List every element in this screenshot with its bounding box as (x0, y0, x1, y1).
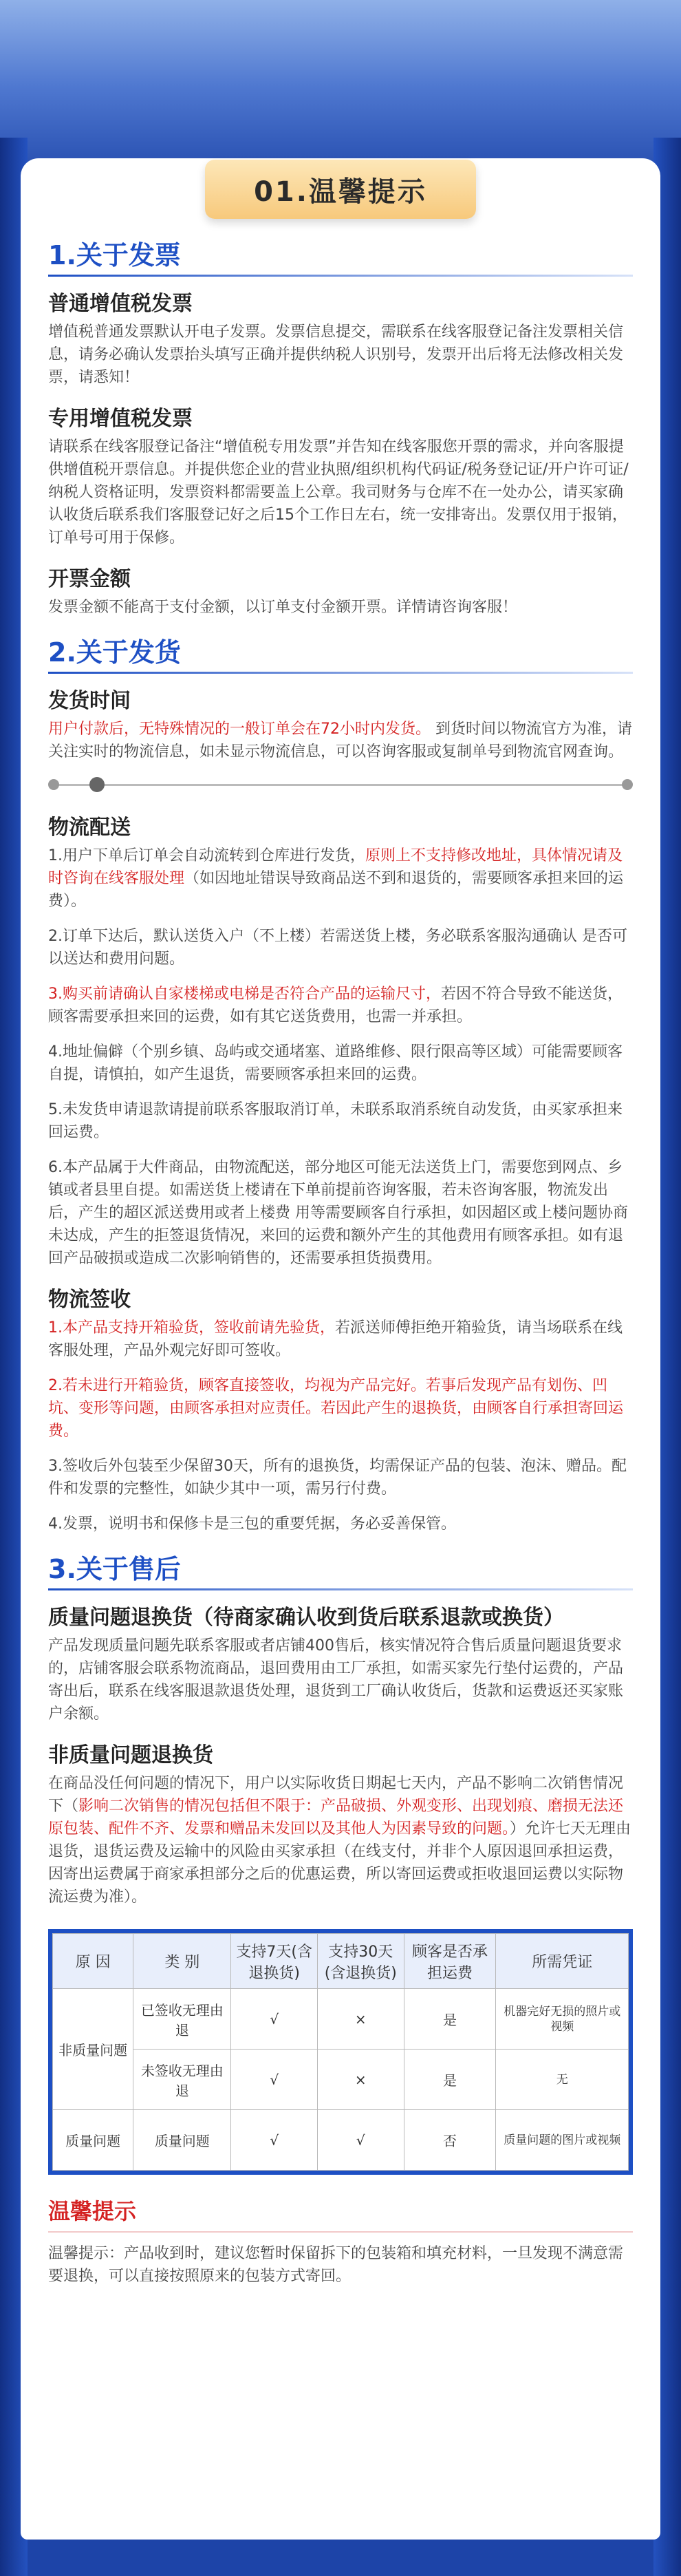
slider-handle (89, 777, 105, 792)
section-invoice-title: 1.关于发票 (48, 240, 181, 270)
normal-invoice-text: 增值税普通发票默认开电子发票。发票信息提交，需联系在线客服登记备注发票相关信息，请务必确认发票抬头填写正确并提供纳税人识别号，发票开出后将无法修改相关发票，请悉知！ (48, 323, 624, 386)
warm-tip-title: 温馨提示 (48, 2198, 137, 2224)
cell-category: 质量问题 (133, 2110, 231, 2171)
cell-group-nonquality: 非质量问题 (53, 1989, 133, 2110)
header-category: 类 别 (133, 1934, 231, 1989)
header-shipping-cost: 顾客是否承担运费 (404, 1934, 496, 1989)
header-evidence: 所需凭证 (496, 1934, 629, 1989)
sign-item-1-text: 若派送师傅拒绝开箱验货，请当场联系在线客服处理，产品外观完好即可签收。 (48, 1319, 623, 1359)
table-row (53, 2050, 629, 2110)
return-policy-table (52, 1933, 629, 2171)
delivery-item-4: 4.地址偏僻（个别乡镇、岛屿或交通堵塞、道路维修、限行限高等区域）可能需要顾客自提，请慎拍，如产生退货，需要顾客承担来回的运费。 (48, 1043, 623, 1083)
nonquality-return-title: 非质量问题退换货 (48, 1743, 213, 1767)
cell-cost: 是 (404, 1989, 496, 2050)
shipping-time-title: 发货时间 (48, 689, 131, 713)
cell-cost: 否 (404, 2110, 496, 2171)
content-body (48, 234, 633, 2288)
special-invoice-text: 请联系在线客服登记备注“增值税专用发票”并告知在线客服您开票的需求，并向客服提供增值税开票信息。并提供您企业的营业执照/组织机构代码证/税务登记证/开户许可证/纳税人资格证明，发票资料都需要盖上公章。我司财务与仓库不在一处办公，请买家确认收货后联系我们客服登记好之后15个工作日左右，统一安排寄出。发票仅用于报销，订单号可用于保修。 (48, 438, 629, 546)
cell-evidence: 机器完好无损的照片或视频 (496, 1989, 629, 2050)
cell-category: 已签收无理由退 (133, 1989, 231, 2050)
delivery-item-5: 5.未发货申请退款请提前联系客服取消订单，未联系取消系统自动发货，由买家承担来回运费。 (48, 1101, 623, 1141)
warm-tip-text: 温馨提示：产品收到时，建议您暂时保留拆下的包装箱和填充材料，一旦发现不满意需要退换，可以直接按照原来的包装方式寄回。 (48, 2245, 624, 2285)
nonquality-text-b: ）允许七天无理由退货，退货运费及运输中的风险由买家承担（在线支付，并非个人原因退回承担运费，因寄出运费属于商家承担部分之后的优惠运费，所以寄回运费或拒收退回运费以实际物流运费为准）。 (48, 1820, 631, 1906)
warm-tip-divider (48, 2231, 633, 2233)
delivery-item-1 (48, 844, 633, 913)
special-invoice-title: 专用增值税发票 (48, 407, 193, 431)
cell-7day: √ (231, 2050, 318, 2110)
shipping-time-text: 到货时间以物流官方为准，请关注实时的物流信息，如未显示物流信息，可以咨询客服或复制单号到物流官网查询。 (48, 721, 633, 760)
quality-return-title: 质量问题退换货（待商家确认收到货后联系退款或换货） (48, 1606, 564, 1630)
sign-item-1-highlight: 1.本产品支持开箱验货，签收前请先验货， (48, 1319, 335, 1337)
cell-30day: × (318, 1989, 404, 2050)
invoice-amount-text: 发票金额不能高于支付金额，以订单支付金额开票。详情请咨询客服！ (48, 599, 518, 616)
header-7day: 支持7天(含退换货) (231, 1934, 318, 1989)
delivery-item-3 (48, 983, 633, 1028)
sign-item-1 (48, 1317, 633, 1362)
slider-dot (48, 779, 59, 790)
section-shipping-title: 2.关于发货 (48, 637, 181, 668)
section-divider (48, 275, 633, 277)
nonquality-return-text (48, 1772, 633, 1908)
cell-30day: × (318, 2050, 404, 2110)
header-30day: 支持30天(含退换货) (318, 1934, 404, 1989)
slider-track (54, 784, 627, 786)
cell-30day: √ (318, 2110, 404, 2171)
normal-invoice-title: 普通增值税发票 (48, 292, 193, 316)
delivery-item-3-text: 若因不符合导致不能送货，顾客需要承担来回的运费，如有其它送货费用，也需一并承担。 (48, 986, 623, 1025)
section-aftersale-title: 3.关于售后 (48, 1554, 181, 1584)
delivery-item-1-highlight: 原则上不支持修改地址，具体情况请及时咨询在线客服处理 (48, 847, 623, 887)
cell-category: 未签收无理由退 (133, 2050, 231, 2110)
cell-group-quality: 质量问题 (53, 2110, 133, 2171)
table-row (53, 2110, 629, 2171)
header-reason: 原 因 (53, 1934, 133, 1989)
delivery-item-1-note: （如因地址错误导致商品送不到和退货的，需要顾客承担来回的运费）。 (48, 870, 624, 910)
cell-7day: √ (231, 2110, 318, 2171)
section-divider (48, 1588, 633, 1590)
decorative-slider (48, 774, 633, 795)
delivery-item-6: 6.本产品属于大件商品，由物流配送，部分地区可能无法送货上门，需要您到网点、乡镇或者县里自提。如需送货上楼请在下单前提前咨询客服，若未咨询客服，物流发出后，产生的超区派送费用或者上楼费 用等需要顾客自行承担，如因超区或上楼问题协商未达成，产生的拒签退货情况，来回的运费和额外产生的其他费用有顾客承担。如有退回产品破损或造成二次影响销售的，还需要承担货损费用。 (48, 1159, 628, 1267)
cell-evidence: 无 (496, 2050, 629, 2110)
delivery-item-2: 2.订单下达后，默认送货入户（不上楼）若需送货上楼，务必联系客服沟通确认 是否可以送达和费用问题。 (48, 928, 627, 968)
delivery-item-3-highlight: 3.购买前请确认自家楼梯或电梯是否符合产品的运输尺寸， (48, 986, 441, 1003)
section-divider (48, 672, 633, 674)
shipping-time-highlight: 用户付款后，无特殊情况的一般订单会在72小时内发货。 (48, 721, 431, 738)
cell-evidence: 质量问题的图片或视频 (496, 2110, 629, 2171)
invoice-amount-title: 开票金额 (48, 567, 131, 591)
return-policy-table-frame (48, 1929, 633, 2175)
table-header-row (53, 1934, 629, 1989)
slider-dot (622, 779, 633, 790)
table-row (53, 1989, 629, 2050)
page-title: 01.温馨提示 (205, 160, 476, 219)
delivery-item-1-text: 1.用户下单后订单会自动流转到仓库进行发货， (48, 847, 365, 864)
nonquality-highlight: 影响二次销售的情况包括但不限于：产品破损、外观变形、出现划痕、磨损无法还原包装、配件不齐、发票和赠品未发回以及其他人为因素导致的问题。 (48, 1798, 624, 1838)
sign-item-2: 2.若未进行开箱验货，顾客直接签收，均视为产品完好。若事后发现产品有划伤、凹坑、变形等问题，由顾客承担对应责任。若因此产生的退换货，由顾客自行承担寄回运费。 (48, 1377, 624, 1440)
nonquality-text-a: 在商品没任何问题的情况下，用户以实际收货日期起七天内，产品不影响二次销售情况下（ (48, 1775, 624, 1815)
cell-7day: √ (231, 1989, 318, 2050)
cell-cost: 是 (404, 2050, 496, 2110)
sign-title: 物流签收 (48, 1288, 131, 1312)
delivery-title: 物流配送 (48, 816, 131, 840)
sign-item-4: 4.发票，说明书和保修卡是三包的重要凭据，务必妥善保管。 (48, 1515, 456, 1533)
quality-return-text: 产品发现质量问题先联系客服或者店铺400售后，核实情况符合售后质量问题退货要求的，店铺客服会联系物流商品，退回费用由工厂承担，如需买家先行垫付运费的，产品寄出后，联系在线客服退款退货处理，退货到工厂确认收货后，货款和运费返还买家账户余额。 (48, 1637, 624, 1723)
sign-item-3: 3.签收后外包装至少保留30天，所有的退换货，均需保证产品的包装、泡沫、赠品。配件和发票的完整性，如缺少其中一项，需另行付费。 (48, 1458, 627, 1498)
